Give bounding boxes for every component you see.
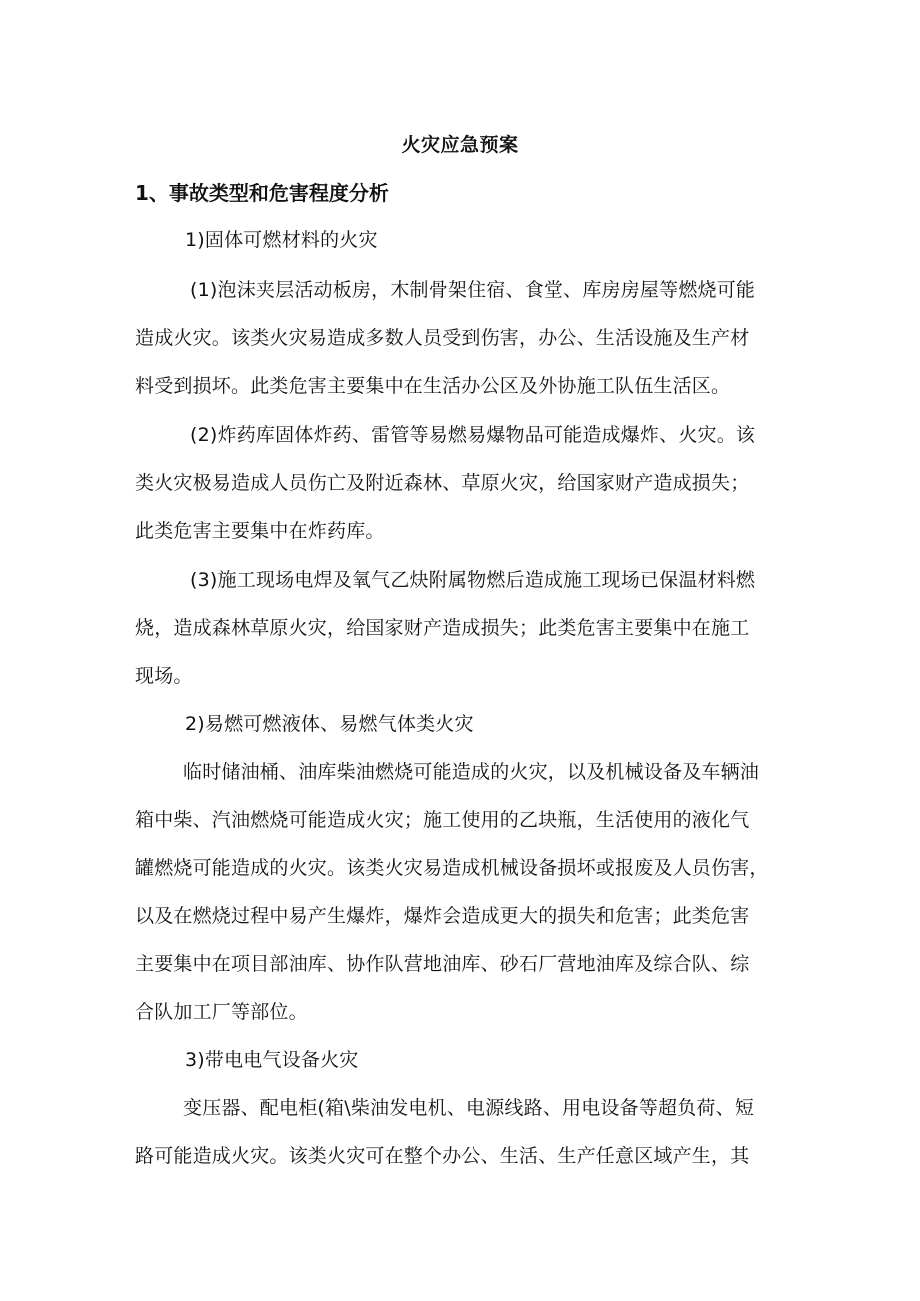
paragraph-line: 料受到损坏。此类危害主要集中在生活办公区及外协施工队伍生活区。 (135, 375, 731, 397)
paragraph-line: (3)施工现场电焊及氧气乙炔附属物燃后造成施工现场已保温材料燃 (190, 569, 756, 591)
paragraph-line: 罐燃烧可能造成的火灾。该类火灾易造成机械设备损坏或报废及人员伤害， (135, 857, 769, 879)
subsection-heading: 1)固体可燃材料的火灾 (185, 229, 378, 251)
paragraph-line: (2)炸药库固体炸药、雷管等易燃易爆物品可能造成爆炸、火灾。该 (190, 424, 756, 446)
paragraph-line: 主要集中在项目部油库、协作队营地油库、砂石厂营地油库及综合队、综 (135, 953, 750, 975)
section-heading: 1、事故类型和危害程度分析 (135, 181, 389, 205)
paragraph-line: 现场。 (135, 665, 193, 687)
paragraph-line: 以及在燃烧过程中易产生爆炸，爆炸会造成更大的损失和危害；此类危害 (135, 905, 750, 927)
paragraph-line: 箱中柴、汽油燃烧可能造成火灾；施工使用的乙块瓶，生活使用的液化气 (135, 809, 750, 831)
paragraph-line: 合队加工厂等部位。 (135, 1001, 308, 1023)
document-title: 火灾应急预案 (401, 134, 519, 156)
paragraph-line: (1)泡沫夹层活动板房，木制骨架住宿、食堂、库房房屋等燃烧可能 (190, 279, 756, 301)
paragraph-line: 此类危害主要集中在炸药库。 (135, 520, 385, 542)
subsection-heading: 3)带电电气设备火灾 (185, 1049, 359, 1071)
subsection-heading: 2)易燃可燃液体、易燃气体类火灾 (185, 713, 474, 735)
paragraph-line: 路可能造成火灾。该类火灾可在整个办公、生活、生产任意区域产生，其 (135, 1145, 750, 1167)
paragraph-line: 类火灾极易造成人员伤亡及附近森林、草原火灾，给国家财产造成损失； (135, 472, 750, 494)
paragraph-line: 烧，造成森林草原火灾，给国家财产造成损失；此类危害主要集中在施工 (135, 617, 750, 639)
paragraph-line: 临时储油桶、油库柴油燃烧可能造成的火灾，以及机械设备及车辆油 (183, 761, 760, 783)
paragraph-line: 变压器、配电柜(箱\柴油发电机、电源线路、用电设备等超负荷、短 (183, 1097, 755, 1119)
paragraph-line: 造成火灾。该类火灾易造成多数人员受到伤害，办公、生活设施及生产材 (135, 327, 750, 349)
